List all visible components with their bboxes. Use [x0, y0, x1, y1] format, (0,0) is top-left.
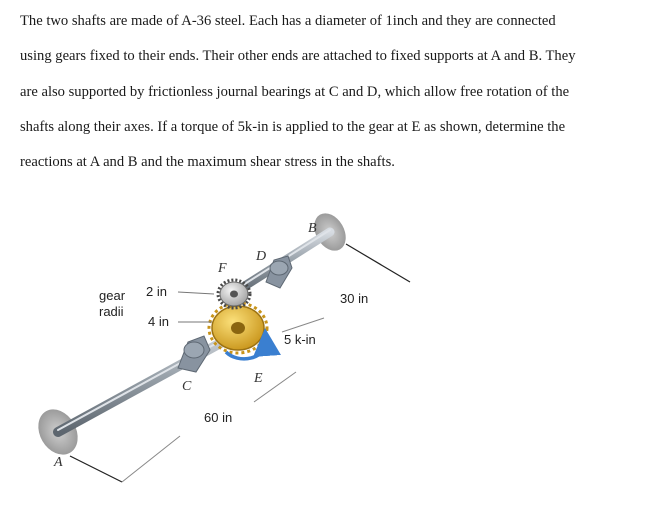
- label-e: E: [254, 371, 263, 386]
- radius-small-label: 2 in: [146, 284, 167, 299]
- dimension-line-b: [346, 244, 410, 282]
- problem-line: shafts along their axes. If a torque of 5k-in is applied to the gear at E as shown, determine the: [20, 118, 566, 135]
- bearing-c: [178, 336, 210, 372]
- dimension-line-60: [122, 436, 180, 482]
- label-b: B: [308, 221, 317, 236]
- label-d: D: [256, 249, 267, 264]
- dimension-line-a: [70, 456, 122, 482]
- problem-line: The two shafts are made of A-36 steel. Each has a diameter of 1inch and they are connected: [20, 13, 556, 29]
- torque-label: 5 k-in: [284, 332, 316, 347]
- length-30-label: 30 in: [340, 291, 369, 306]
- gear-radii-label-radii: radii: [99, 304, 124, 319]
- label-a: A: [54, 455, 63, 470]
- length-60-label: 60 in: [204, 410, 233, 425]
- problem-line: using gears fixed to their ends. Their other ends are attached to fixed supports at A and B. They: [20, 48, 576, 65]
- problem-line: are also supported by frictionless journal bearings at C and D, which allow free rotation of the: [20, 83, 570, 100]
- bearing-d: [266, 256, 292, 288]
- radius-small-leader: [178, 292, 214, 294]
- label-f: F: [218, 261, 227, 276]
- dimension-line-mid: [282, 318, 324, 332]
- radius-large-label: 4 in: [148, 314, 169, 329]
- label-c: C: [182, 379, 192, 394]
- gear-radii-label-gear: gear: [99, 288, 126, 303]
- problem-line: reactions at A and B and the maximum shear stress in the shafts.: [20, 154, 395, 171]
